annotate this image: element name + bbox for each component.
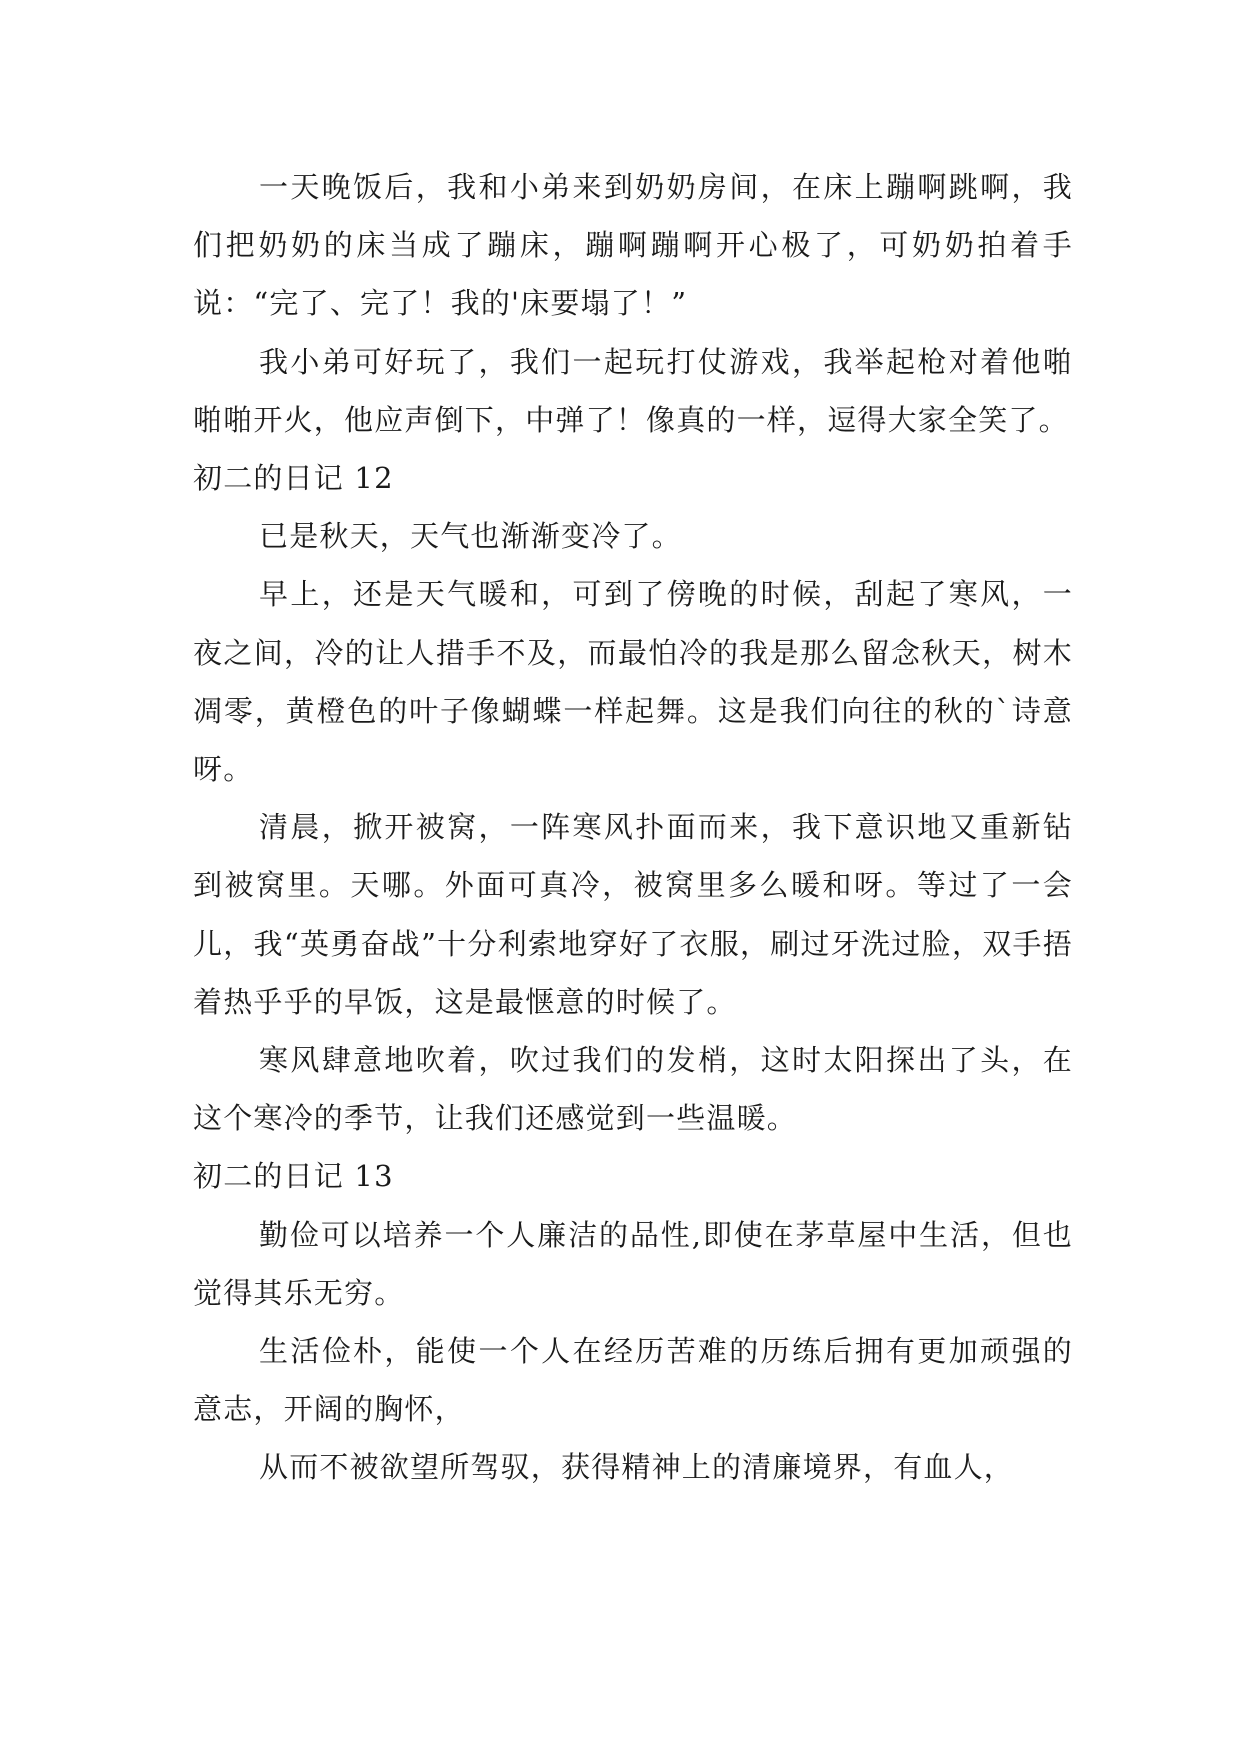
paragraph: 勤俭可以培养一个人廉洁的品性,即使在茅草屋中生活，但也觉得其乐无穷。	[193, 1217, 1073, 1310]
paragraph: 清晨，掀开被窝，一阵寒风扑面而来，我下意识地又重新钻到被窝里。天哪。外面可真冷，被窝里多么暖和呀。等过了一会儿，我“英勇奋战”十分利索地穿好了衣服，刷过牙洗过脸，双手捂着热乎乎的早饭，这是最惬意的时候了。	[193, 810, 1073, 1019]
document-body	[193, 158, 1073, 1497]
section-heading: 初二的日记 13	[193, 1159, 394, 1194]
section-heading: 初二的日记 12	[193, 461, 394, 496]
paragraph: 已是秋天，天气也渐渐变冷了。	[259, 519, 682, 554]
paragraph: 寒风肆意地吹着，吹过我们的发梢，这时太阳探出了头，在这个寒冷的季节，让我们还感觉到一些温暖。	[193, 1043, 1073, 1136]
paragraph: 一天晚饭后，我和小弟来到奶奶房间，在床上蹦啊跳啊，我们把奶奶的床当成了蹦床，蹦啊蹦啊开心极了，可奶奶拍着手说：“完了、完了！我的'床要塌了！”	[193, 170, 1073, 321]
paragraph: 早上，还是天气暖和，可到了傍晚的时候，刮起了寒风，一夜之间，冷的让人措手不及，而最怕冷的我是那么留念秋天，树木凋零，黄橙色的叶子像蝴蝶一样起舞。这是我们向往的秋的`诗意呀。	[193, 577, 1073, 787]
paragraph: 生活俭朴，能使一个人在经历苦难的历练后拥有更加顽强的意志，开阔的胸怀，	[193, 1334, 1073, 1427]
paragraph: 我小弟可好玩了，我们一起玩打仗游戏，我举起枪对着他啪啪啪开火，他应声倒下，中弹了！像真的一样，逗得大家全笑了。	[193, 344, 1073, 437]
paragraph: 从而不被欲望所驾驭，获得精神上的清廉境界，有血人，	[259, 1450, 1015, 1485]
